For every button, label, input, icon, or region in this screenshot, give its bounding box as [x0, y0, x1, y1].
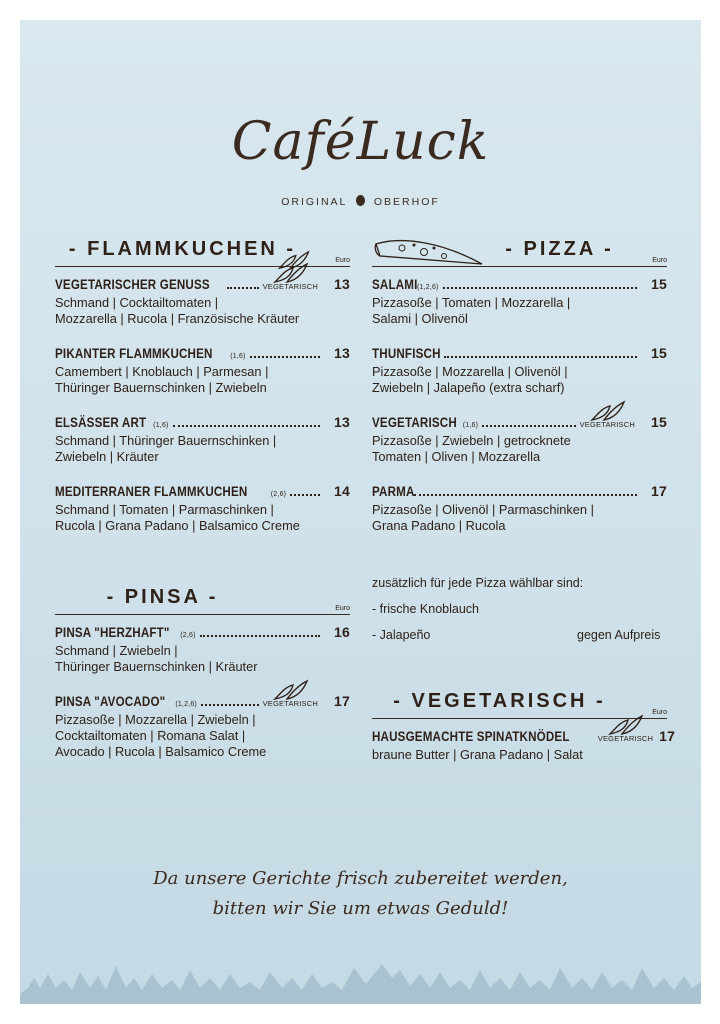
description-line: Schmand | Cocktailtomaten | [55, 295, 219, 310]
menu-item-line [55, 345, 350, 361]
section-title: - VEGETARISCH - [393, 690, 606, 712]
vegetarian-leaf-icon [273, 679, 309, 701]
allergen-note: (1,6) [153, 422, 169, 429]
currency-label: Euro [652, 709, 667, 716]
menu-item-name: SALAMI [372, 277, 418, 292]
menu-item [372, 276, 667, 327]
menu-item-description [372, 433, 667, 465]
dot-leader [444, 356, 637, 358]
menu-item-name: PIKANTER FLAMMKUCHEN [55, 346, 213, 361]
vegetarian-tag-label: VEGETARISCH [262, 282, 318, 291]
section-pizza [372, 238, 667, 534]
menu-item [372, 345, 667, 396]
section-header [55, 586, 350, 615]
menu-item-description [55, 502, 350, 534]
menu-item-name: PARMA [372, 484, 415, 499]
allergen-note: (1,6) [230, 353, 246, 360]
description-line: Pizzasoße | Tomaten | Mozzarella | [372, 295, 571, 310]
section-vegetarisch [372, 690, 676, 763]
description-line: Salami | Olivenöl [372, 311, 468, 326]
menu-item-price: 17 [651, 483, 667, 499]
menu-item-line [55, 483, 350, 499]
description-line: Grana Padano | Rucola [372, 518, 506, 533]
menu-item-name: MEDITERRANER FLAMMKUCHEN [55, 484, 248, 499]
menu-item-name: VEGETARISCH [372, 415, 457, 430]
menu-item [55, 693, 350, 760]
menu-item-line [372, 276, 667, 292]
allergen-note: (1,2,6) [416, 284, 439, 291]
description-line: Camembert | Knoblauch | Parmesan | [55, 364, 269, 379]
description-line: Zwiebeln | Kräuter [55, 449, 159, 464]
menu-item [55, 624, 350, 675]
logo-subtitle [20, 195, 701, 208]
extras-title: zusätzlich für jede Pizza wählbar sind: [372, 576, 584, 590]
menu-item [372, 483, 667, 534]
coffee-bean-icon [356, 195, 365, 206]
dot-leader [443, 287, 637, 289]
description-line: Tomaten | Oliven | Mozzarella [372, 449, 541, 464]
dot-leader [250, 356, 320, 358]
extra-option: - frische Knoblauch [372, 602, 480, 616]
dot-leader [290, 494, 320, 496]
menu-item-price: 16 [334, 624, 350, 640]
menu-item-name: HAUSGEMACHTE SPINATKNÖDEL [372, 729, 570, 744]
vegetarian-tag-label: VEGETARISCH [262, 699, 318, 708]
menu-item [372, 414, 667, 465]
menu-item-name: VEGETARISCHER GENUSS [55, 277, 210, 292]
section-flammkuchen [55, 238, 350, 534]
allergen-note: (2,6) [270, 491, 287, 498]
menu-item [55, 483, 350, 534]
menu-item-description [55, 712, 350, 760]
description-line: Pizzasoße | Olivenöl | Parmaschinken | [372, 502, 594, 517]
slogan-line-2: bitten wir Sie um etwas Geduld! [212, 898, 509, 919]
menu-item-description [372, 502, 667, 534]
description-line: braune Butter | Grana Padano | Salat [372, 747, 583, 762]
dot-leader [200, 635, 320, 637]
logo-subtitle-right: OBERHOF [373, 196, 440, 208]
allergen-note: (1,2,6) [175, 701, 197, 708]
description-line: Pizzasoße | Mozzarella | Olivenöl | [372, 364, 568, 379]
menu-item-price: 13 [334, 414, 350, 430]
menu-item [372, 728, 676, 763]
vegetarian-tag-label: VEGETARISCH [597, 734, 654, 743]
menu-item-description [372, 295, 667, 327]
currency-label: Euro [335, 605, 350, 612]
description-line: Zwiebeln | Jalapeño (extra scharf) [372, 380, 565, 395]
menu-item-line [372, 728, 676, 744]
extra-price-note: gegen Aufpreis [577, 628, 661, 642]
menu-item-price: 17 [659, 728, 676, 744]
menu-item-description [372, 747, 667, 763]
description-line: Thüringer Bauernschinken | Zwiebeln [55, 380, 267, 395]
section-title: - PINSA - [106, 586, 219, 608]
cafe-luck-logo: CaféLuck [231, 112, 490, 172]
dot-leader [482, 425, 575, 427]
section-pinsa [55, 586, 350, 760]
description-line: Avocado | Rucola | Balsamico Creme [55, 744, 267, 759]
vegetarian-tag-label: VEGETARISCH [579, 420, 635, 429]
section-title: - FLAMMKUCHEN - [68, 238, 297, 260]
menu-item-price: 15 [651, 345, 667, 361]
slogan-line-1: Da unsere Gerichte frisch zubereitet werden, [153, 868, 568, 889]
menu-item-description [55, 295, 350, 327]
menu-item-line [372, 414, 667, 430]
menu-item-name: PINSA "HERZHAFT" [55, 625, 170, 640]
dot-leader [227, 287, 259, 289]
forest-silhouette [20, 944, 701, 1004]
menu-item-line [372, 345, 667, 361]
menu-item-description [55, 433, 350, 465]
menu-item-price: 14 [334, 483, 350, 499]
menu-item-description [372, 364, 667, 396]
menu-item [55, 345, 350, 396]
menu-item-name: THUNFISCH [372, 346, 441, 361]
menu-item-line [55, 624, 350, 640]
description-line: Schmand | Tomaten | Parmaschinken | [55, 502, 274, 517]
allergen-note: (2,6) [180, 632, 196, 639]
menu-item [55, 414, 350, 465]
dot-leader [173, 425, 320, 427]
extra-option: - Jalapeño [372, 628, 431, 642]
menu-item-line [372, 483, 667, 499]
description-line: Cocktailtomaten | Romana Salat | [55, 728, 246, 743]
description-line: Thüringer Bauernschinken | Kräuter [55, 659, 258, 674]
dot-leader [201, 704, 259, 706]
description-line: Pizzasoße | Mozzarella | Zwiebeln | [55, 712, 256, 727]
vegetarian-tag [598, 734, 653, 743]
menu-item-price: 13 [334, 276, 350, 292]
menu-item-price: 15 [651, 276, 667, 292]
menu-item-name: ELSÄSSER ART [55, 415, 147, 430]
currency-label: Euro [652, 257, 667, 264]
menu-item-line [55, 276, 350, 292]
dot-leader [414, 494, 638, 496]
menu-page [20, 20, 701, 1004]
vegetarian-leaf-icon [608, 714, 644, 736]
menu-item-description [55, 643, 350, 675]
description-line: Schmand | Zwiebeln | [55, 643, 178, 658]
description-line: Schmand | Thüringer Bauernschinken | [55, 433, 277, 448]
description-line: Rucola | Grana Padano | Balsamico Creme [55, 518, 300, 533]
menu-item [55, 276, 350, 327]
menu-item-price: 13 [334, 345, 350, 361]
vegetarian-tag [263, 282, 318, 291]
section-title: - PIZZA - [505, 238, 614, 260]
vegetarian-tag [263, 699, 318, 708]
logo-subtitle-left: ORIGINAL [281, 196, 348, 208]
vegetarian-leaf-icon [273, 262, 309, 284]
menu-item-line [55, 693, 350, 709]
vegetarian-tag [580, 420, 635, 429]
vegetarian-leaf-icon [590, 400, 626, 422]
menu-item-price: 15 [651, 414, 667, 430]
currency-label: Euro [335, 257, 350, 264]
menu-item-price: 17 [334, 693, 350, 709]
description-line: Mozzarella | Rucola | Französische Kräuter [55, 311, 300, 326]
allergen-note: (1,6) [462, 422, 479, 429]
menu-item-description [55, 364, 350, 396]
description-line: Pizzasoße | Zwiebeln | getrocknete [372, 433, 571, 448]
menu-item-line [55, 414, 350, 430]
section-header [372, 238, 667, 267]
menu-item-name: PINSA "AVOCADO" [55, 694, 166, 709]
